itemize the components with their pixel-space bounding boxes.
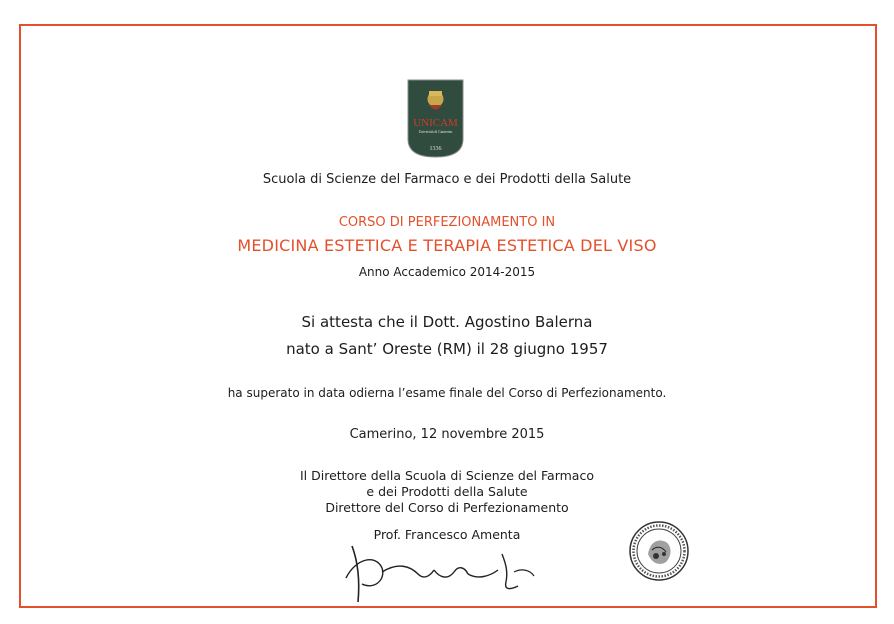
course-type: CORSO DI PERFEZIONAMENTO IN (338, 215, 556, 230)
course-title: MEDICINA ESTETICA E TERAPIA ESTETICA DEL VISO (237, 236, 657, 255)
official-seal-icon (628, 520, 690, 582)
attestation-birth: nato a Sant’ Oreste (RM) il 28 giugno 1957 (286, 340, 608, 358)
academic-year: Anno Accademico 2014-2015 (358, 265, 536, 279)
exam-passed-statement: ha superato in data odierna l’esame finale del Corso di Perfezionamento. (227, 386, 667, 400)
university-logo-icon (407, 79, 464, 158)
place-and-date: Camerino, 12 novembre 2015 (349, 427, 545, 442)
director-name: Prof. Francesco Amenta (373, 527, 521, 542)
svg-text:Università di Camerino: Università di Camerino (418, 130, 453, 134)
director-title-line3: Direttore del Corso di Perfezionamento (325, 500, 569, 515)
director-title-line2: e dei Prodotti della Salute (366, 484, 528, 499)
director-title-line1: Il Direttore della Scuola di Scienze del Farmaco (299, 468, 594, 483)
svg-text:1336: 1336 (429, 146, 442, 152)
attestation-recipient: Si attesta che il Dott. Agostino Balerna (301, 313, 593, 331)
svg-text:UNICAM: UNICAM (413, 117, 458, 129)
handwritten-signature (338, 532, 538, 607)
school-name: Scuola di Scienze del Farmaco e dei Prodotti della Salute (262, 172, 632, 187)
